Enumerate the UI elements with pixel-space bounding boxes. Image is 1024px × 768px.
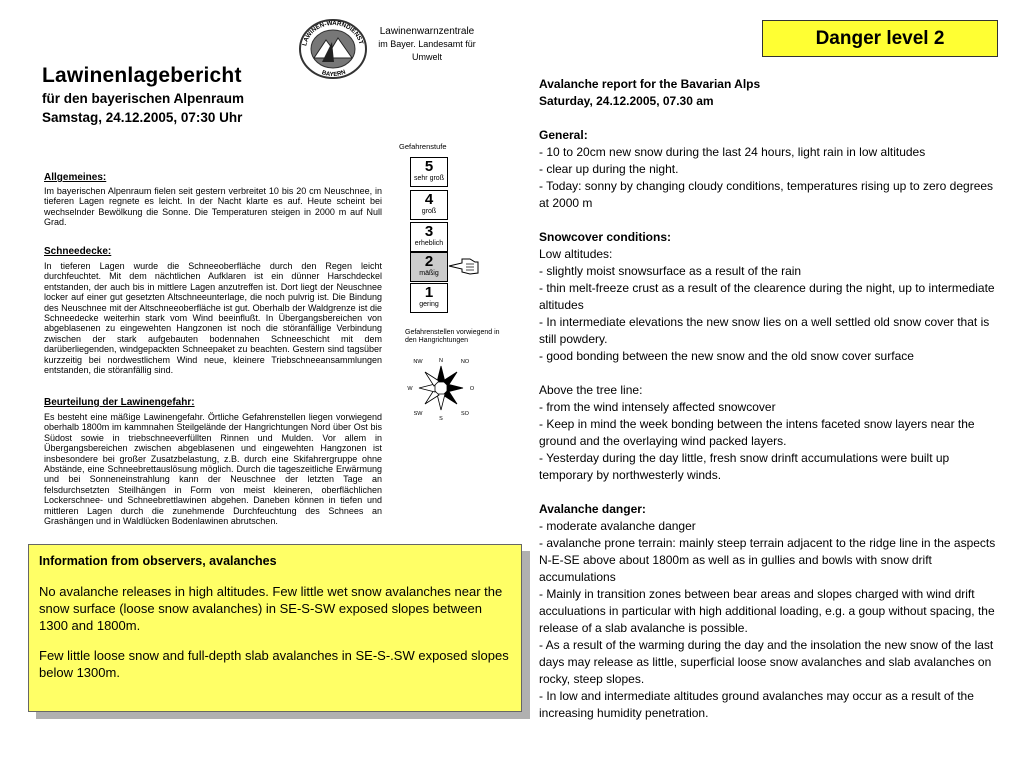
above-tree-line-label: Above the tree line:	[539, 383, 643, 397]
snowcover-low-line: - good bonding between the new snow and the old snow cover surface	[539, 349, 914, 363]
level-number: 4	[424, 191, 434, 208]
snowcover-high-line: - Yesterday during the day little, fresh snow drinft accumulations were built up temporary by northwesterly winds.	[539, 451, 950, 482]
level-number: 2	[424, 253, 434, 270]
observer-info-para1: No avalanche releases in high altitudes. Few little wet snow avalanches near the snow surface (loose snow avalanches) in SE-S-SW exposed slopes between 1300 and 1800m.	[39, 584, 503, 633]
general-line: - 10 to 20cm new snow during the last 24 hours, light rain in low altitudes	[539, 145, 926, 159]
snowcover-high-line: - Keep in mind the week bonding between the intens faceted snow layers near the ground and the overlaying wind packed layers.	[539, 417, 975, 448]
aspect-no-petal	[443, 372, 457, 386]
danger-line: - moderate avalanche danger	[539, 519, 696, 533]
german-report-date: Samstag, 24.12.2005, 07:30 Uhr	[42, 110, 243, 125]
danger-line: - avalanche prone terrain: mainly steep terrain adjacent to the ridge line in the aspects N-E-SE above about 1800m as well as in gullies and bowls with snow drift accumulations	[539, 536, 996, 584]
aspect-label-nw: NW	[413, 359, 423, 365]
danger-level-2-current	[410, 252, 448, 282]
aspect-rose-heading: Gefahrenstellen vorwiegend in den Hangrichtungen	[405, 329, 500, 344]
level-number: 3	[424, 223, 434, 240]
snowcover-heading-en: Snowcover conditions:	[539, 230, 672, 244]
german-report-subtitle: für den bayerischen Alpenraum	[42, 91, 245, 106]
general-text-de: Im bayerischen Alpenraum fielen seit gestern verbreitet 10 bis 20 cm Neuschnee, in tieferen Lagen regnete es leicht. In der Nacht klarte es auf. Heute scheint bei wechselnder Bewölkung die Sonne. Die Temperaturen steigen in 2000 m auf Null Grad.	[44, 186, 382, 228]
german-report-title: Lawinenlagebericht	[42, 64, 242, 87]
english-report-date: Saturday, 24.12.2005, 07.30 am	[539, 94, 714, 108]
level-word: erheblich	[414, 240, 444, 247]
danger-level-4	[410, 190, 448, 220]
danger-level-badge: Danger level 2	[762, 20, 998, 57]
english-report-title: Avalanche report for the Bavarian Alps	[539, 77, 761, 91]
level-number: 5	[424, 158, 434, 175]
english-report	[539, 76, 999, 722]
snowcover-low-line: - In intermediate elevations the new snow lies on a well settled old snow cover that is still powdery.	[539, 315, 990, 346]
observer-info-box	[28, 544, 522, 712]
aspect-nw-petal	[425, 372, 439, 386]
org-name-line2: im Bayer. Landesamt für	[378, 39, 476, 49]
aspect-label-o: O	[469, 386, 475, 392]
danger-scale-heading: Gefahrenstufe	[399, 142, 447, 151]
aspect-w-petal	[419, 384, 435, 392]
level-word: groß	[421, 208, 437, 215]
aspect-label-s: S	[439, 416, 443, 422]
level-word: gering	[419, 301, 439, 308]
danger-heading-en: Avalanche danger:	[539, 502, 646, 516]
pointing-hand-icon	[448, 255, 480, 277]
general-line: - Today: sonny by changing cloudy conditions, temperatures rising up to zero degrees at 2000 m	[539, 179, 994, 210]
snowcover-high-line: - from the wind intensely affected snowcover	[539, 400, 776, 414]
general-heading-de: Allgemeines:	[44, 172, 107, 183]
snowcover-low-line: - slightly moist snowsurface as a result of the rain	[539, 264, 802, 278]
danger-level-1	[410, 283, 448, 313]
level-number: 1	[424, 284, 434, 301]
snow-heading-de: Schneedecke:	[44, 246, 112, 257]
org-name-line1: Lawinenwarnzentrale	[379, 26, 475, 37]
observer-info-para2: Few little loose snow and full-depth slab avalanches in SE-S-.SW exposed slopes below 1300m.	[39, 648, 509, 680]
aspect-label-w: W	[407, 386, 413, 392]
aspect-label-n: N	[439, 358, 443, 364]
svg-text:LAWINEN-WARNDIENST: LAWINEN-WARNDIENST	[301, 19, 365, 47]
aspect-n-petal	[437, 366, 445, 382]
aspect-sw-petal	[425, 390, 439, 404]
danger-level-5	[410, 157, 448, 187]
snow-text-de: In tieferen Lagen wurde die Schneeoberfläche durch den Regen leicht durchfeuchtet. Mit dem nächtlichen Aufklaren ist ein dünner Harschdeckel entstanden, der auch bis in mittlere Lagen anzutreffen ist. Dort liegt der Neuschnee locker auf einer gut gesetzten Altschneeunterlage, die noch pulvrig ist. Die Bindung des Neuschnee mit der Altschneeoberfläche ist gut. Oberhalb der Waldgrenze ist die Schneedecke weiterhin stark vom Wind beeinflußt. In Übergangsbereichen von abgeblasenen zu eingewehten Hangzonen ist noch die störanfällige Verbindung zwischen der stark aufgebauten bodennahen Schneeschicht mit dem darüberliegenden, windgepackten Schneepaket zu beachten. Gestern sind tagsüber kurzzeitig bei nordwestlichem Wind neue, kleinere Triebschneeansammlungen entstanden, die störanfällig sind.	[44, 261, 382, 376]
assessment-heading-de: Beurteilung der Lawinengefahr:	[44, 397, 195, 408]
snowcover-low-line: - thin melt-freeze crust as a result of the clearence during the night, up to intermediate altitudes	[539, 281, 995, 312]
aspect-so-petal	[443, 390, 457, 404]
danger-level-3	[410, 222, 448, 252]
org-name-line3: Umwelt	[411, 52, 442, 62]
level-word: mäßig	[419, 270, 439, 277]
svg-text:BAYERN: BAYERN	[320, 69, 347, 79]
observer-info-title: Information from observers, avalanches	[39, 554, 277, 568]
aspect-label-so: SO	[461, 411, 469, 417]
general-heading-en: General:	[539, 128, 588, 142]
aspect-s-petal	[437, 394, 445, 410]
org-name	[372, 25, 482, 64]
danger-line: - Mainly in transition zones between bear areas and slopes charged with wind drift acculuations in particular with high additional loading, e.g. a goup without spacing, the release of a slab avalanche is possible.	[539, 587, 995, 635]
danger-line: - In low and intermediate altitudes ground avalanches may occur as a result of the increasing humidity penetration.	[539, 689, 974, 720]
avalanche-service-logo	[298, 18, 368, 80]
danger-line: - As a result of the warming during the day and the insolation the new snow of the last days may release as little, superficial loose snow avalanches and slab avalanches on rocky, steep slopes.	[539, 638, 994, 686]
aspect-o-petal	[447, 384, 463, 392]
low-altitudes-label: Low altitudes:	[539, 247, 613, 261]
aspect-label-no: NO	[460, 359, 470, 365]
assessment-text-de: Es besteht eine mäßige Lawinengefahr. Örtliche Gefahrenstellen liegen vorwiegend oberhalb 1800m im kammnahen Steilgelände der Hangrichtungen Nord über Ost bis Südost sowie in triebschneeverfüllten Rinnen und Mulden. Vor allem in Übergangsbereichen zwischen abgeblasenen und eingewehten Hangzonen ist insbesondere bei großer Zusatzbelastung, z.B. durch eine Skifahrergruppe ohne Abstände, eine Schneebrettauslösung möglich. Durch die tageszeitliche Erwärmung und bei Sonneneinstrahlung kann der Neuschnee der letzten Tage an felsdurchsetzten Steilhängen in Form von meist kleineren, oberflächlichen Lockerschnee- und Schneebrettlawinen abgehen. Daneben können in tiefen und mittleren Lagen durch die zunehmende Durchfeuchtung des Schnees an Grashängen und in Waldlücken Bodenlawinen abrutschen.	[44, 412, 382, 527]
aspect-label-sw: SW	[413, 411, 423, 417]
general-line: - clear up during the night.	[539, 162, 679, 176]
level-word: sehr groß	[414, 175, 444, 182]
aspect-rose-diagram	[404, 352, 478, 424]
